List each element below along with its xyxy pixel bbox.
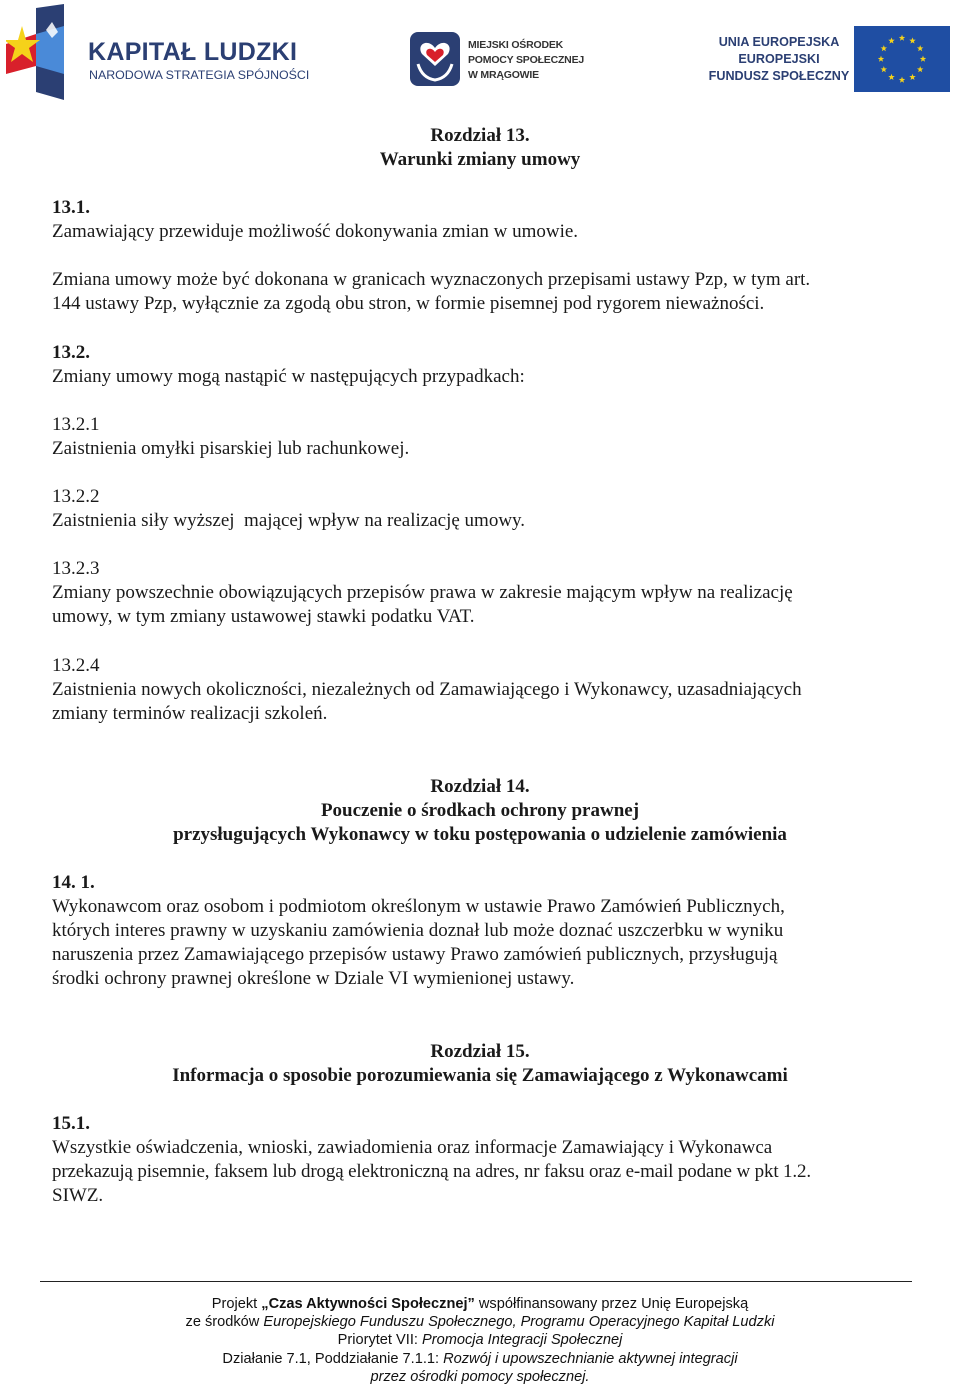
section-13-2-number: 13.2. bbox=[52, 342, 90, 363]
mops-emblem-icon bbox=[408, 30, 462, 88]
section-14-1-number: 14. 1. bbox=[52, 872, 95, 893]
eu-line2: EUROPEJSKI bbox=[738, 52, 820, 66]
section-13-2-3-number: 13.2.3 bbox=[52, 558, 100, 579]
footer-line3-pre: Priorytet VII: bbox=[337, 1332, 422, 1349]
section-13-1-text: Zamawiający przewiduje możliwość dokonywania zmian w umowie. bbox=[52, 221, 579, 242]
section-13-2-3-line1 bbox=[52, 581, 908, 605]
eu-line3: FUNDUSZ SPOŁECZNY bbox=[708, 69, 850, 83]
section-14-1-line3 bbox=[52, 943, 908, 967]
section-13-2-2-text: Zaistnienia siły wyższej mającej wpływ na realizację umowy. bbox=[52, 510, 526, 531]
section-14-1-line2 bbox=[52, 919, 908, 943]
mops-logo bbox=[408, 30, 585, 88]
section-14-1-line1 bbox=[52, 895, 908, 919]
kapital-ludzki-title: KAPITAŁ LUDZKI bbox=[88, 38, 298, 66]
footer-line3-italic: Promocja Integracji Społecznej bbox=[421, 1332, 623, 1349]
section-13-2-4-line1-text: Zaistnienia nowych okoliczności, niezależnych od Zamawiającego i Wykonawcy, uzasadniających bbox=[52, 679, 802, 700]
section-15-1-line1 bbox=[52, 1136, 908, 1160]
section-14-1-line2-text: których interes prawny w uzyskaniu zamówienia doznał lub może doznać uszczerbku w wyniku bbox=[52, 920, 784, 941]
mops-name bbox=[468, 38, 584, 83]
chapter-13-title: Rozdział 13. bbox=[430, 125, 530, 146]
footer-line2-italic: Europejskiego Funduszu Społecznego, Programu Operacyjnego Kapitał Ludzki bbox=[263, 1314, 775, 1331]
eu-logo bbox=[704, 24, 952, 94]
footer-line2-pre: ze środków bbox=[185, 1314, 264, 1331]
section-13-2-4-number: 13.2.4 bbox=[52, 655, 100, 676]
section-15-1-line3: SIWZ. bbox=[52, 1185, 104, 1206]
section-13-1-para-line1: Zmiana umowy może być dokonana w granicach wyznaczonych przepisami ustawy Pzp, w tym art. bbox=[52, 269, 811, 290]
kapital-ludzki-emblem-icon bbox=[6, 4, 72, 100]
section-13-2-4-line2: zmiany terminów realizacji szkoleń. bbox=[52, 703, 328, 724]
project-name: „Czas Aktywności Społecznej” bbox=[261, 1296, 475, 1312]
section-15-1-number: 15.1. bbox=[52, 1113, 90, 1134]
footer-line1-post: współfinansowany przez Unię Europejską bbox=[474, 1296, 749, 1312]
chapter-13-subtitle: Warunki zmiany umowy bbox=[379, 149, 581, 170]
footer-line5-italic: przez ośrodki pomocy społecznej. bbox=[370, 1368, 590, 1385]
footer-line4 bbox=[40, 1350, 920, 1368]
page-footer bbox=[40, 1295, 920, 1386]
mops-line1: MIEJSKI OŚRODEK bbox=[468, 39, 564, 51]
footer-divider bbox=[40, 1281, 912, 1282]
section-13-1-number: 13.1. bbox=[52, 197, 90, 218]
chapter-14-title: Rozdział 14. bbox=[430, 776, 530, 797]
section-13-2-1-number: 13.2.1 bbox=[52, 414, 100, 435]
mops-line2: POMOCY SPOŁECZNEJ bbox=[468, 54, 585, 66]
eu-name bbox=[708, 34, 850, 85]
kapital-ludzki-logo bbox=[6, 4, 310, 100]
chapter-14-subtitle2: przysługujących Wykonawcy w toku postępowania o udzielenie zamówienia bbox=[173, 824, 787, 845]
section-14-1-line3-text: naruszenia przez Zamawiającego przepisów ustawy Prawo zamówień publicznych, przysługują bbox=[52, 944, 778, 965]
section-13-1-para-line2: 144 ustawy Pzp, wyłącznie za zgodą obu stron, w formie pisemnej pod rygorem nieważności. bbox=[52, 293, 765, 314]
footer-line5 bbox=[40, 1368, 920, 1386]
section-15-1-line1-text: Wszystkie oświadczenia, wnioski, zawiadomienia oraz informacje Zamawiający i Wykonawca bbox=[52, 1137, 773, 1158]
section-13-2-4-line1 bbox=[52, 678, 908, 702]
page-header bbox=[0, 0, 960, 100]
chapter-15-subtitle: Informacja o sposobie porozumiewania się Zamawiającego z Wykonawcami bbox=[172, 1065, 788, 1086]
section-15-1-line2: przekazują pisemnie, faksem lub drogą elektroniczną na adres, nr faksu oraz e-mail podane w pkt 1.2. bbox=[52, 1161, 811, 1182]
section-14-1-line1-text: Wykonawcom oraz osobom i podmiotom określonym w ustawie Prawo Zamówień Publicznych, bbox=[52, 896, 785, 917]
mops-line3: W MRĄGOWIE bbox=[468, 69, 539, 81]
footer-line1-pre: Projekt bbox=[211, 1296, 262, 1312]
footer-line3 bbox=[40, 1331, 920, 1349]
section-13-2-3-line1-text: Zmiany powszechnie obowiązujących przepisów prawa w zakresie mającym wpływ na realizację bbox=[52, 582, 793, 603]
kapital-ludzki-subtitle: NARODOWA STRATEGIA SPÓJNOŚCI bbox=[89, 68, 310, 82]
eu-flag-icon bbox=[854, 26, 950, 92]
section-13-2-2-number: 13.2.2 bbox=[52, 486, 100, 507]
chapter-14-subtitle1: Pouczenie o środkach ochrony prawnej bbox=[320, 800, 640, 821]
section-13-2-1-text: Zaistnienia omyłki pisarskiej lub rachunkowej. bbox=[52, 438, 410, 459]
eu-line1: UNIA EUROPEJSKA bbox=[718, 35, 840, 49]
footer-line2 bbox=[40, 1313, 920, 1331]
section-13-2-3-line2: umowy, w tym zmiany ustawowej stawki podatku VAT. bbox=[52, 606, 475, 627]
section-13-2-text: Zmiany umowy mogą nastąpić w następujących przypadkach: bbox=[52, 366, 525, 387]
footer-line1 bbox=[40, 1295, 920, 1313]
chapter-15-title: Rozdział 15. bbox=[430, 1041, 530, 1062]
footer-line4-pre: Działanie 7.1, Poddziałanie 7.1.1: bbox=[222, 1350, 444, 1367]
footer-line4-italic: Rozwój i upowszechnianie aktywnej integracji bbox=[443, 1350, 738, 1367]
section-14-1-line4: środki ochrony prawnej określone w Dziale VI wymienionej ustawy. bbox=[52, 968, 575, 989]
